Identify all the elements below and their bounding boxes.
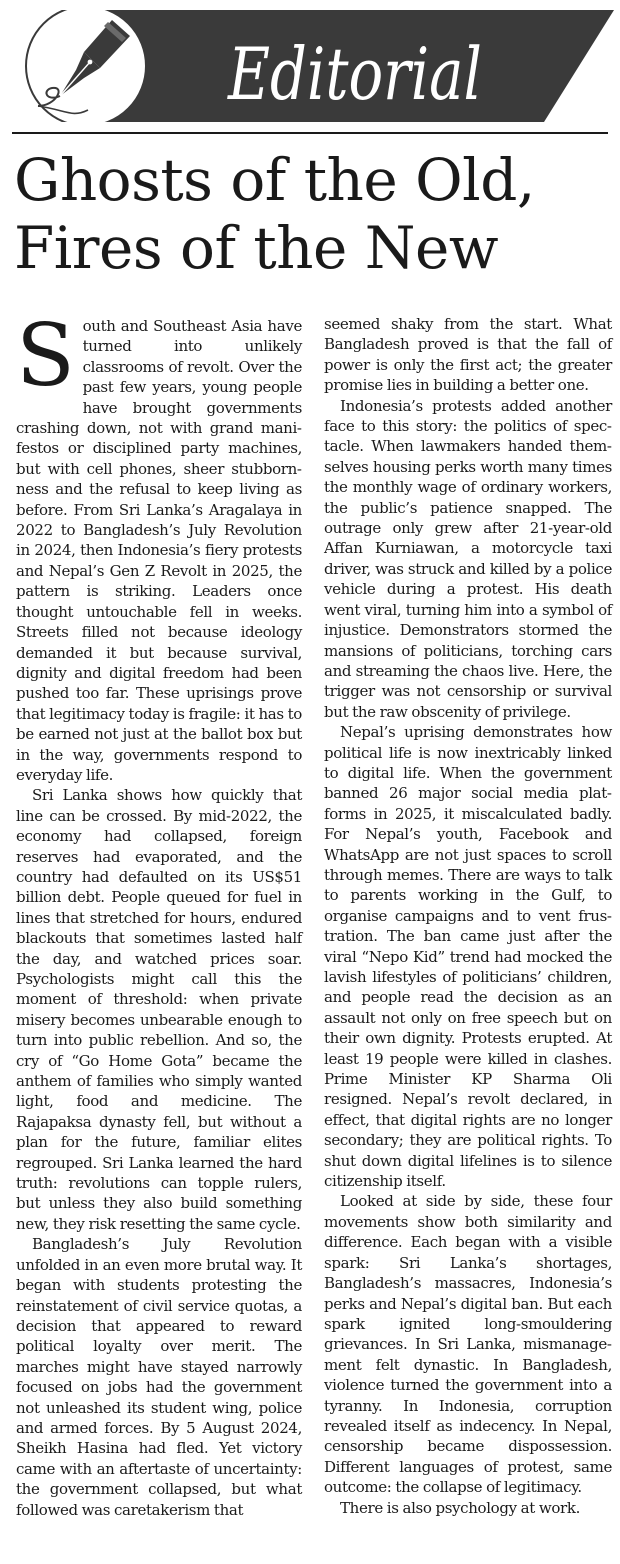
- paragraph: [16, 306, 302, 785]
- paragraph: Looked at side by side, these four movements show both similarity and difference. Each began with a visible spark: Sri Lanka’s shortages, Bangladesh’s massacres, Indonesia’s perks and Nepal’s digital ban. But each spark ignited long-smouldering grievances. In Sri Lanka, mismanagement felt dynastic. In Bangladesh, violence turned the government into a tyranny. In Indonesia, corruption revealed itself as indecency. In Nepal, censorship became dispossession. Different languages of protest, same outcome: the collapse of legitimacy.: [324, 1192, 612, 1497]
- article-column-right: [324, 314, 612, 1518]
- paragraph: Sri Lanka shows how quickly that line can be crossed. By mid-2022, the economy had collapsed, foreign reserves had evaporated, and the country had defaulted on its US$51 billion debt. People queued for fuel in lines that stretched for hours, endured blackouts that sometimes lasted half the day, and watched prices soar. Psychologists might call this the moment of threshold: when private misery becomes unbearable enough to turn into public rebellion. And so, the cry of “Go Home Gota” became the anthem of families who simply wanted light, food and medicine. The Rajapaksa dynasty fell, but without a plan for the future, familiar elites regrouped. Sri Lanka learned the hard truth: revolutions can topple rulers, but unless they also build something new, they risk resetting the same cycle.: [16, 786, 302, 1233]
- headline-line-2: Fires of the New: [14, 214, 499, 282]
- headline-line-1: Ghosts of the Old,: [14, 146, 535, 214]
- paragraph: Nepal’s uprising demonstrates how political life is now inextricably linked to digital life. When the government banned 26 major social media platforms in 2025, it miscalculated badly. For Nepal’s youth, Facebook and WhatsApp are not just spaces to scroll through memes. There are ways to talk to parents working in the Gulf, to organise campaigns and to vent frustration. The ban came just after the viral “Nepo Kid” trend had mocked the lavish lifestyles of politicians’ children, and people read the decision as an assault not only on free speech but on their own dignity. Protests erupted. At least 19 people were killed in clashes. Prime Minister KP Sharma Oli resigned. Nepal’s revolt declared, in effect, that digital rights are no longer secondary; they are political rights. To shut down digital lifelines is to silence citizenship itself.: [324, 723, 612, 1191]
- drop-cap: S: [16, 306, 75, 406]
- header-rule: [12, 132, 608, 134]
- paragraph: seemed shaky from the start. What Bangladesh proved is that the fall of power is only the first act; the greater promise lies in building a better one.: [324, 315, 612, 395]
- paragraph-text: outh and Southeast Asia have turned into unlikely classrooms of revolt. Over the past few years, young people have brought governments crashing down, not with grand manifestos or disciplined party machines, but with cell phones, sheer stubbornness and the refusal to keep living as before. From Sri Lanka’s Aragalaya in 2022 to Bangladesh’s July Revolution in 2024, then Indonesia’s fiery protests and Nepal’s Gen Z Revolt in 2025, the pattern is striking. Leaders once thought untouchable fell in weeks. Streets filled not because ideology demanded it but because survival, dignity and digital freedom had been pushed too far. These uprisings prove that legitimacy today is fragile: it has to be earned not just at the ballot box but in the way, governments respond to everyday life.: [16, 317, 302, 784]
- editorial-banner: [14, 10, 614, 122]
- section-title: Editorial: [228, 32, 482, 116]
- paragraph: Indonesia’s protests added another face to this story: the politics of spectacle. When lawmakers handed themselves housing perks worth many times the monthly wage of ordinary workers, the public’s patience snapped. The outrage only grew after 21-year-old Affan Kurniawan, a motorcycle taxi driver, was struck and killed by a police vehicle during a protest. His death went viral, turning him into a symbol of injustice. Demonstrators stormed the mansions of politicians, torching cars and streaming the chaos live. Here, the trigger was not censorship or survival but the raw obscenity of privilege.: [324, 396, 612, 721]
- article-column-left: [16, 306, 302, 1520]
- paragraph: There is also psychology at work.: [340, 1498, 580, 1517]
- paragraph: Bangladesh’s July Revolution unfolded in an even more brutal way. It began with students protesting the reinstatement of civil service quotas, a decision that appeared to reward political loyalty over merit. The marches might have stayed narrowly focused on jobs had the government not unleashed its student wing, police and armed forces. By 5 August 2024, Sheikh Hasina had fled. Yet victory came with an aftertaste of uncertainty: the government collapsed, but what followed was caretakerism that: [16, 1235, 302, 1519]
- headline: [14, 146, 610, 282]
